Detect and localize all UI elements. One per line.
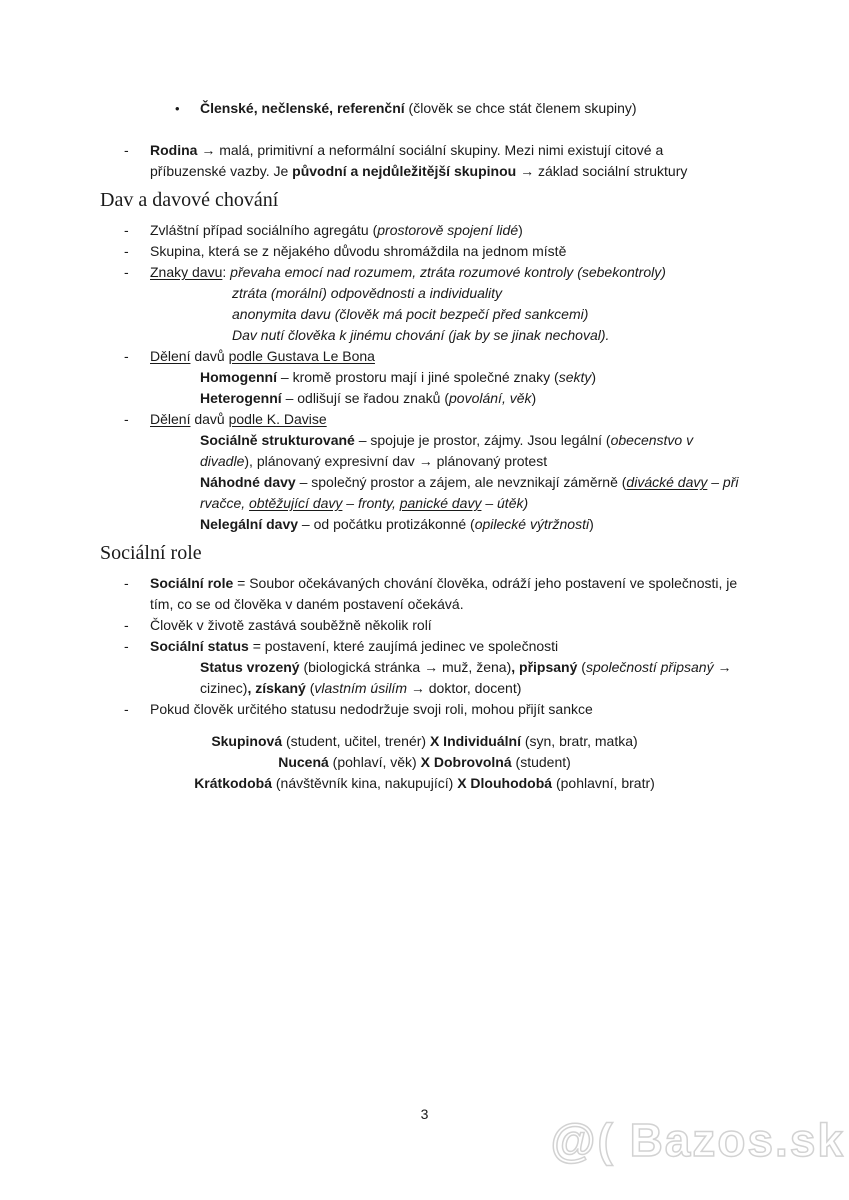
list-item [0, 573, 849, 594]
list-item [0, 699, 849, 720]
text-run: = postavení, které zaujímá jedinec ve společnosti [248, 638, 559, 654]
text-run: sekty [558, 369, 592, 385]
list-item [0, 615, 849, 636]
list-item [0, 241, 849, 262]
text-run: X Dlouhodobá [457, 775, 553, 791]
text-run: Dělení [150, 411, 191, 427]
text-run: X Dobrovolná [420, 754, 512, 770]
dash-marker: - [124, 348, 129, 364]
dash-marker: - [124, 264, 129, 280]
text-run: – společný prostor a zájem, ale nevznikají záměrně ( [295, 474, 627, 490]
text-run: Znaky davu [150, 264, 223, 280]
text-run: Náhodné davy [200, 474, 296, 490]
dash-marker: - [124, 701, 129, 717]
text-run: prostorově spojení lidé [377, 222, 519, 238]
dash-marker: - [124, 638, 129, 654]
centered-line [0, 731, 849, 752]
text-run: → základ sociální struktury [516, 163, 688, 179]
list-item [0, 636, 849, 657]
text-run: (syn, bratr, matka) [520, 733, 638, 749]
page-number: 3 [420, 1106, 429, 1122]
text-run: ( [577, 659, 586, 675]
list-item-continuation [0, 304, 849, 325]
text-run: Pokud člověk určitého statusu nedodržuje svoji roli, mohou přijít sankce [150, 701, 593, 717]
text-run: – útěk) [481, 495, 529, 511]
text-run: – od počátku protizákonné ( [298, 516, 475, 532]
text-run: – kromě prostoru mají i jiné společné znaky ( [277, 369, 559, 385]
text-run: (člověk se chce stát členem skupiny) [404, 100, 637, 116]
list-item [0, 262, 849, 283]
text-run: , získaný [247, 680, 306, 696]
text-run: davů [190, 348, 229, 364]
text-run: podle K. Davise [228, 411, 327, 427]
text-run: panické davy [399, 495, 482, 511]
text-run: Sociální role [150, 575, 234, 591]
text-run: (návštěvník kina, nakupující) [271, 775, 458, 791]
list-item [0, 140, 849, 161]
text-run: ) [591, 369, 597, 385]
centered-line [0, 752, 849, 773]
section-heading [0, 539, 849, 567]
text-run: společností připsaný → [585, 659, 732, 675]
list-item-continuation [0, 430, 849, 451]
text-run: – spojuje je prostor, zájmy. Jsou legální ( [354, 432, 611, 448]
dash-marker: - [124, 617, 129, 633]
list-item [0, 346, 849, 367]
list-item-continuation [0, 657, 849, 678]
text-run: původní a nejdůležitější skupinou [292, 163, 517, 179]
text-run: Dav a davové chování [100, 189, 279, 211]
text-run: Dav nutí člověka k jinému chování (jak by se jinak nechoval). [232, 327, 610, 343]
text-run: = Soubor očekávaných chování člověka, odráží jeho postavení ve společnosti, je [233, 575, 738, 591]
text-run: vlastním úsilím [314, 680, 407, 696]
text-run: davů [190, 411, 229, 427]
text-run: (student, učitel, trenér) [282, 733, 430, 749]
text-run: Krátkodobá [194, 775, 272, 791]
text-run: ) [589, 516, 594, 532]
text-run: anonymita davu (člověk má pocit bezpečí před sankcemi) [232, 306, 589, 322]
dash-marker: - [124, 575, 129, 591]
text-run: tím, co se od člověka v daném postavení očekává. [150, 596, 464, 612]
text-run: – odlišují se řadou znaků ( [281, 390, 450, 406]
text-run: Členské, nečlenské, referenční [200, 100, 405, 116]
list-item-continuation [0, 325, 849, 346]
text-run: rvačce, [200, 495, 250, 511]
dash-marker: - [124, 411, 129, 427]
list-item [0, 220, 849, 241]
text-run: Skupina, která se z nějakého důvodu shromáždila na jednom místě [150, 243, 567, 259]
text-run: převaha emocí nad rozumem, ztráta rozumové kontroly (sebekontroly) [230, 264, 666, 280]
text-run: → malá, primitivní a neformální sociální skupiny. Mezi nimi existují citové a [197, 142, 664, 158]
text-run: Zvláštní případ sociálního agregátu ( [150, 222, 378, 238]
text-run: Heterogenní [200, 390, 282, 406]
text-run: – při [707, 474, 739, 490]
blank-line [0, 119, 849, 140]
list-item-continuation [0, 161, 849, 182]
text-run: Nucená [278, 754, 329, 770]
text-run: ) [531, 390, 537, 406]
text-run: Sociální status [150, 638, 249, 654]
text-run: ), plánovaný expresivní dav → plánovaný protest [244, 453, 548, 469]
text-run: (pohlavní, bratr) [552, 775, 655, 791]
list-item-continuation [0, 388, 849, 409]
text-run: (pohlaví, věk) [328, 754, 421, 770]
text-run: obecenstvo v [610, 432, 694, 448]
list-item-continuation [0, 472, 849, 493]
dash-marker: - [124, 243, 129, 259]
text-run: Člověk v životě zastává souběžně několik rolí [150, 617, 432, 633]
list-item-continuation [0, 514, 849, 535]
text-run: (biologická stránka → muž, žena) [299, 659, 512, 675]
centered-line [0, 773, 849, 794]
text-run: Sociálně strukturované [200, 432, 355, 448]
text-run: , připsaný [511, 659, 578, 675]
text-run: opilecké výtržnosti [474, 516, 590, 532]
text-run: ) [518, 222, 523, 238]
list-item-continuation [0, 283, 849, 304]
text-run: Homogenní [200, 369, 277, 385]
bullet-marker: • [175, 101, 180, 116]
list-item-continuation [0, 367, 849, 388]
text-run: cizinec) [200, 680, 248, 696]
text-run: divácké davy [626, 474, 708, 490]
text-run: ( [305, 680, 315, 696]
text-run: divadle [200, 453, 245, 469]
text-run: ztráta (morální) odpovědnosti a individuality [232, 285, 503, 301]
dash-marker: - [124, 142, 129, 158]
text-run: příbuzenské vazby. Je [150, 163, 293, 179]
text-run: obtěžující davy [249, 495, 343, 511]
list-item [0, 409, 849, 430]
text-run: podle Gustava Le Bona [228, 348, 375, 364]
text-run: Sociální role [100, 542, 202, 564]
text-run: – fronty, [342, 495, 400, 511]
text-run: povolání, věk [449, 390, 532, 406]
text-run: Skupinová [211, 733, 283, 749]
text-run: Nelegální davy [200, 516, 299, 532]
text-run: → doktor, docent) [406, 680, 522, 696]
list-item-continuation [0, 594, 849, 615]
bazos-watermark: @( Bazos.sk [550, 1114, 845, 1166]
dash-marker: - [124, 222, 129, 238]
text-run: X Individuální [429, 733, 521, 749]
list-item-continuation [0, 451, 849, 472]
text-run: Dělení [150, 348, 191, 364]
list-item-continuation [0, 493, 849, 514]
text-run: (student) [511, 754, 571, 770]
list-item-continuation [0, 678, 849, 699]
section-heading [0, 186, 849, 214]
bullet-item [0, 98, 849, 119]
text-run: : [222, 264, 231, 280]
text-run: Status vrozený [200, 659, 300, 675]
text-run: Rodina [150, 142, 198, 158]
